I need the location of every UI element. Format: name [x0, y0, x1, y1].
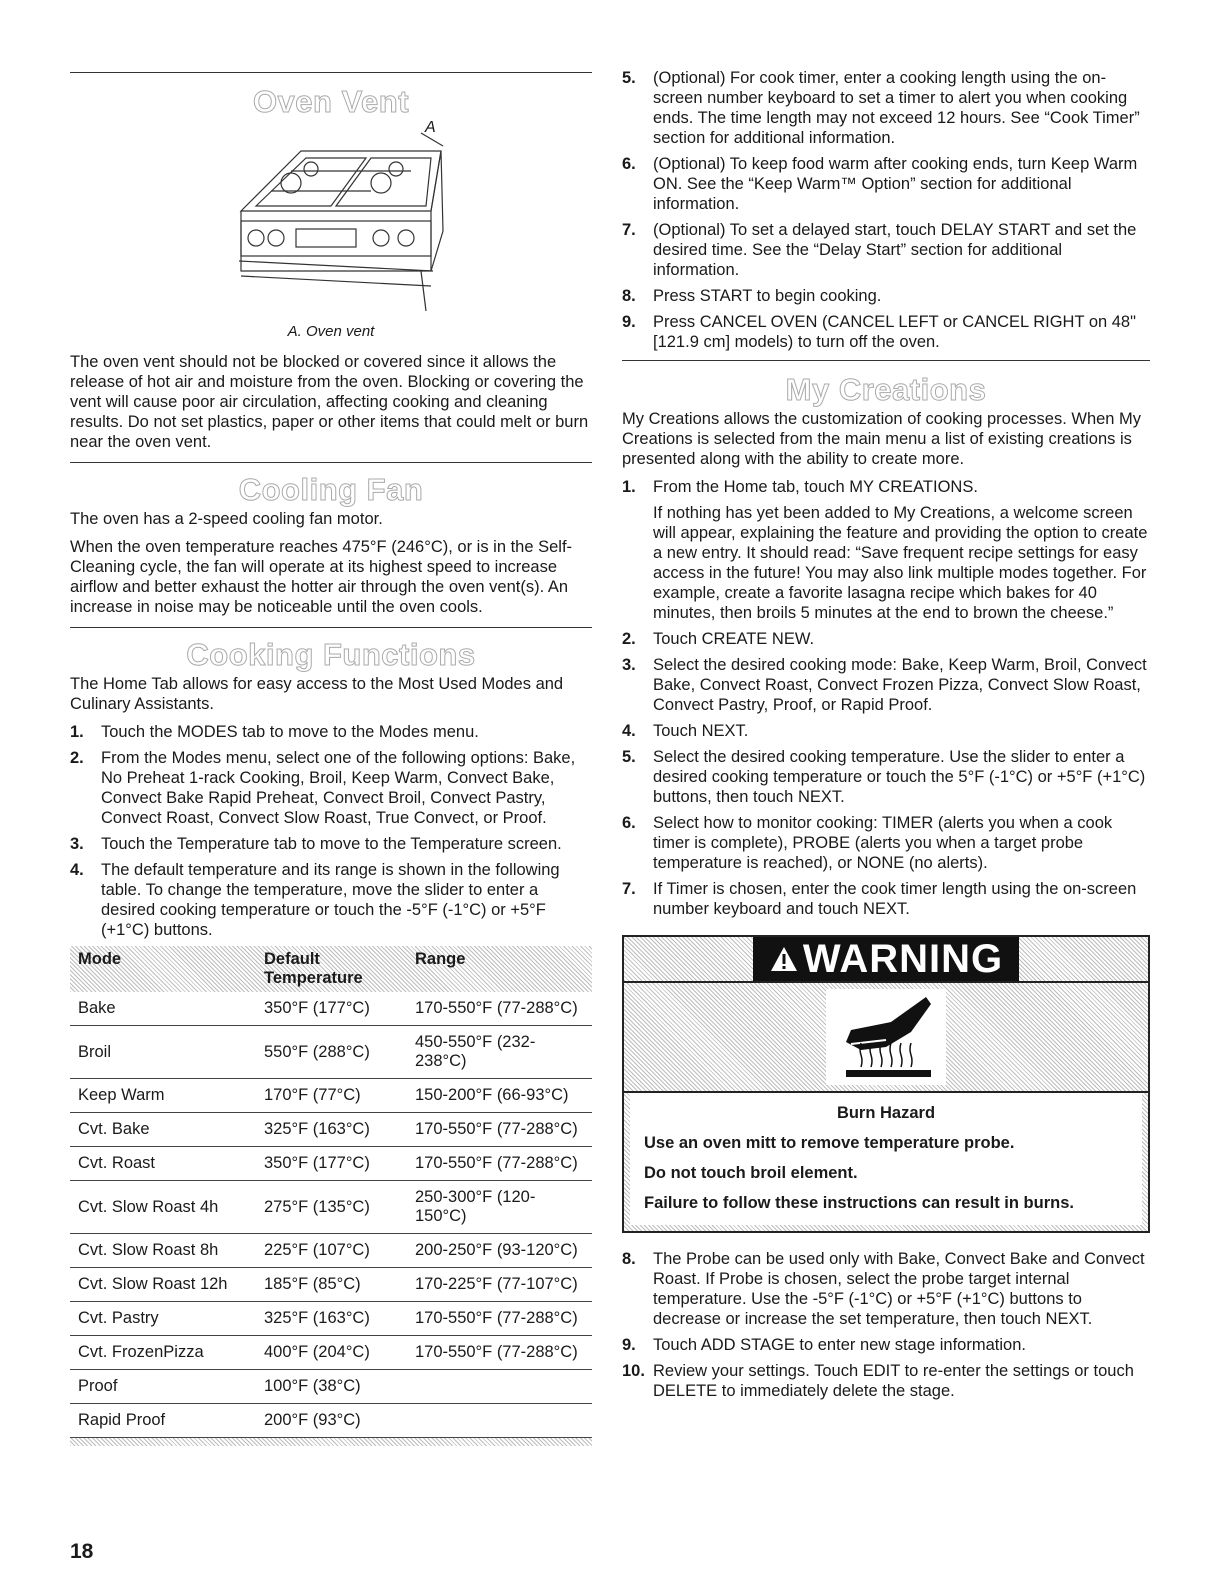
- mode-cell: Cvt. Slow Roast 8h: [70, 1234, 256, 1268]
- table-row: [70, 1026, 592, 1079]
- step-number: 7.: [622, 221, 636, 239]
- step-text: If Timer is chosen, enter the cook timer length using the on-screen number keyboard and touch NEXT.: [653, 880, 1137, 918]
- list-item: [622, 68, 1150, 148]
- warning-line: Do not touch broil element.: [644, 1164, 858, 1182]
- step-text: Press START to begin cooking.: [653, 287, 882, 305]
- my-creations-steps: [622, 477, 1150, 919]
- warning-triangle-icon: [769, 945, 799, 973]
- list-item: [622, 813, 1150, 873]
- default-temp-cell: 200°F (93°C): [256, 1404, 407, 1438]
- oven-vent-body: The oven vent should not be blocked or covered since it allows the release of hot air and moisture from the oven. Blocking or covering the vent will cause poor air circulation, affecting cooking and cleaning results. Do not set plastics, paper or other items that could melt or burn near the oven vent.: [70, 353, 589, 451]
- step-text: The Probe can be used only with Bake, Convect Bake and Convect Roast. If Probe is chosen, select the probe target internal temperature. Use the -5°F (-1°C) or +5°F (+1°C) buttons to decrease or increase the set temperature, then touch NEXT.: [653, 1250, 1145, 1328]
- figure-caption: A. Oven vent: [287, 323, 375, 340]
- table-header-row: [70, 946, 592, 992]
- step-text: The default temperature and its range is shown in the following table. To change the temperature, move the slider to enter a desired cooking temperature or touch the -5°F (-1°C) or +5°F (+1°C) buttons.: [101, 861, 560, 939]
- step-number: 6.: [622, 814, 636, 832]
- step-text: (Optional) For cook timer, enter a cooking length using the on-screen number keyboard to set a timer to alert you when cooking ends. The time length may not exceed 12 hours. See “Cook Timer” section for additional information.: [653, 69, 1140, 147]
- step-text: From the Home tab, touch MY CREATIONS.: [653, 478, 978, 496]
- step-subtext: If nothing has yet been added to My Creations, a welcome screen will appear, explaining the feature and providing the option to create a new entry. It should read: “Save frequent recipe settings for easy access in the future! You may also link multiple modes together. For example, create a favorite lasagna recipe which bakes for 40 minutes, then broils 5 minutes at the end to brown the cheese.”: [653, 504, 1148, 622]
- list-item: [622, 655, 1150, 715]
- warning-image-area: [624, 983, 1148, 1093]
- cooking-functions-intro: The Home Tab allows for easy access to the Most Used Modes and Culinary Assistants.: [70, 675, 564, 713]
- range-cell: 450-550°F (232-238°C): [407, 1026, 592, 1079]
- list-item: [70, 860, 592, 940]
- step-number: 4.: [70, 861, 84, 879]
- step-number: 9.: [622, 1336, 636, 1354]
- step-number: 5.: [622, 748, 636, 766]
- table-footer-band: [70, 1438, 592, 1446]
- list-item: [622, 1335, 1150, 1355]
- mode-cell: Cvt. Pastry: [70, 1302, 256, 1336]
- hazard-title: Burn Hazard: [836, 1104, 936, 1122]
- range-illustration: [70, 121, 592, 321]
- table-row: [70, 1234, 592, 1268]
- step-number: 6.: [622, 155, 636, 173]
- step-text: (Optional) To set a delayed start, touch DELAY START and set the desired time. See the “Delay Start” section for additional information.: [653, 221, 1137, 279]
- section-rule: [70, 627, 592, 628]
- oven-vent-heading: Oven Vent: [252, 84, 410, 119]
- column-header-range: Range: [415, 950, 466, 968]
- left-column: [70, 0, 592, 1446]
- step-number: 8.: [622, 1250, 636, 1268]
- continued-steps: [622, 68, 1150, 352]
- default-temp-cell: 550°F (288°C): [256, 1026, 407, 1079]
- default-temp-cell: 225°F (107°C): [256, 1234, 407, 1268]
- table-row: [70, 1302, 592, 1336]
- step-number: 8.: [622, 287, 636, 305]
- range-cell: 250-300°F (120-150°C): [407, 1181, 592, 1234]
- step-text: Touch the MODES tab to move to the Modes menu.: [101, 723, 479, 741]
- page-number: 18: [70, 1540, 94, 1563]
- step-number: 9.: [622, 313, 636, 331]
- step-number: 2.: [70, 749, 84, 767]
- mode-cell: Rapid Proof: [70, 1404, 256, 1438]
- cooling-fan-heading: Cooling Fan: [238, 472, 424, 507]
- my-creations-steps-continued: [622, 1249, 1150, 1401]
- warning-header: [624, 937, 1148, 983]
- burn-hand-icon: [831, 992, 941, 1082]
- range-cell: 200-250°F (93-120°C): [407, 1234, 592, 1268]
- list-item: [622, 477, 1150, 623]
- right-column: [622, 0, 1150, 1407]
- step-number: 1.: [622, 478, 636, 496]
- cooling-fan-p2: When the oven temperature reaches 475°F (246°C), or is in the Self-Cleaning cycle, the fan will operate at its highest speed to increase airflow and better exhaust the hotter air through the oven vent(s). An increase in noise may be noticeable until the oven cools.: [70, 538, 573, 616]
- default-temp-cell: 350°F (177°C): [256, 992, 407, 1026]
- step-number: 5.: [622, 69, 636, 87]
- list-item: [622, 312, 1150, 352]
- list-item: [70, 834, 592, 854]
- step-number: 7.: [622, 880, 636, 898]
- step-text: Select the desired cooking mode: Bake, Keep Warm, Broil, Convect Bake, Convect Roast, Convect Frozen Pizza, Convect Slow Roast, Convect Pastry, Proof, or Rapid Proof.: [653, 656, 1147, 714]
- cooking-functions-heading: Cooking Functions: [186, 637, 476, 672]
- cooking-functions-steps: [70, 722, 592, 940]
- range-cell: 170-550°F (77-288°C): [407, 1113, 592, 1147]
- step-text: Touch NEXT.: [653, 722, 749, 740]
- default-temp-cell: 350°F (177°C): [256, 1147, 407, 1181]
- list-item: [622, 1361, 1150, 1401]
- hand-heat-figure: [826, 989, 946, 1085]
- step-text: Touch ADD STAGE to enter new stage information.: [653, 1336, 1026, 1354]
- table-row: [70, 1336, 592, 1370]
- section-rule: [622, 360, 1150, 361]
- range-cell: 170-225°F (77-107°C): [407, 1268, 592, 1302]
- step-number: 10.: [622, 1362, 645, 1380]
- step-text: Select how to monitor cooking: TIMER (alerts you when a cook timer is complete), PROBE (alerts you when a target probe temperature is reached), or NONE (no alerts).: [653, 814, 1113, 872]
- range-cell: 170-550°F (77-288°C): [407, 1147, 592, 1181]
- range-cell: [407, 1404, 592, 1438]
- warning-box: [622, 935, 1150, 1233]
- mode-cell: Cvt. FrozenPizza: [70, 1336, 256, 1370]
- table-row: [70, 992, 592, 1026]
- step-text: Select the desired cooking temperature. Use the slider to enter a desired cooking temperature or touch the 5°F (-1°C) or +5°F (+1°C) buttons, then touch NEXT.: [653, 748, 1146, 806]
- mode-cell: Broil: [70, 1026, 256, 1079]
- default-temp-cell: 400°F (204°C): [256, 1336, 407, 1370]
- mode-cell: Cvt. Slow Roast 12h: [70, 1268, 256, 1302]
- mode-cell: Cvt. Roast: [70, 1147, 256, 1181]
- range-cell: 170-550°F (77-288°C): [407, 1302, 592, 1336]
- list-item: [622, 286, 1150, 306]
- list-item: [622, 629, 1150, 649]
- range-cell: 150-200°F (66-93°C): [407, 1079, 592, 1113]
- section-rule: [70, 462, 592, 463]
- default-temp-cell: 170°F (77°C): [256, 1079, 407, 1113]
- my-creations-heading: My Creations: [785, 372, 987, 407]
- list-item: [70, 748, 592, 828]
- column-header-default: Default Temperature: [264, 950, 363, 987]
- range-cell: 170-550°F (77-288°C): [407, 992, 592, 1026]
- default-temp-cell: 325°F (163°C): [256, 1302, 407, 1336]
- step-text: Press CANCEL OVEN (CANCEL LEFT or CANCEL RIGHT on 48" [121.9 cm] models) to turn off the oven.: [653, 313, 1136, 351]
- step-text: (Optional) To keep food warm after cooking ends, turn Keep Warm ON. See the “Keep Warm™ Option” section for additional information.: [653, 155, 1138, 213]
- step-text: Touch the Temperature tab to move to the Temperature screen.: [101, 835, 562, 853]
- callout-label: A: [425, 119, 436, 136]
- mode-table: [70, 946, 592, 1438]
- range-drawing: [181, 121, 481, 321]
- step-number: 1.: [70, 723, 84, 741]
- warning-text: [630, 1093, 1142, 1225]
- step-number: 3.: [622, 656, 636, 674]
- list-item: [70, 722, 592, 742]
- table-row: [70, 1079, 592, 1113]
- mode-cell: Keep Warm: [70, 1079, 256, 1113]
- column-header-mode: Mode: [78, 950, 122, 968]
- warning-title: WARNING: [802, 937, 1004, 981]
- step-text: Touch CREATE NEW.: [653, 630, 815, 648]
- cooling-fan-p1: The oven has a 2-speed cooling fan motor.: [70, 510, 383, 528]
- default-temp-cell: 100°F (38°C): [256, 1370, 407, 1404]
- list-item: [622, 154, 1150, 214]
- table-row: [70, 1404, 592, 1438]
- list-item: [622, 747, 1150, 807]
- mode-cell: Proof: [70, 1370, 256, 1404]
- table-row: [70, 1147, 592, 1181]
- table-row: [70, 1268, 592, 1302]
- list-item: [622, 721, 1150, 741]
- default-temp-cell: 275°F (135°C): [256, 1181, 407, 1234]
- warning-line: Use an oven mitt to remove temperature probe.: [644, 1134, 1015, 1152]
- default-temp-cell: 325°F (163°C): [256, 1113, 407, 1147]
- mode-cell: Cvt. Bake: [70, 1113, 256, 1147]
- table-row: [70, 1370, 592, 1404]
- table-row: [70, 1113, 592, 1147]
- list-item: [622, 879, 1150, 919]
- mode-table-body: [70, 992, 592, 1438]
- step-text: Review your settings. Touch EDIT to re-enter the settings or touch DELETE to immediately delete the stage.: [653, 1362, 1134, 1400]
- warning-title-banner: [753, 937, 1019, 981]
- step-number: 2.: [622, 630, 636, 648]
- table-row: [70, 1181, 592, 1234]
- section-rule: [70, 72, 592, 73]
- step-number: 3.: [70, 835, 84, 853]
- range-cell: 170-550°F (77-288°C): [407, 1336, 592, 1370]
- step-text: From the Modes menu, select one of the following options: Bake, No Preheat 1-rack Cooking, Broil, Keep Warm, Convect Bake, Convect Bake Rapid Preheat, Convect Broil, Convect Pastry, Convect Roast, Convect Slow Roast, True Convect, or Proof.: [101, 749, 576, 827]
- mode-cell: Bake: [70, 992, 256, 1026]
- mode-cell: Cvt. Slow Roast 4h: [70, 1181, 256, 1234]
- default-temp-cell: 185°F (85°C): [256, 1268, 407, 1302]
- list-item: [622, 220, 1150, 280]
- range-cell: [407, 1370, 592, 1404]
- my-creations-intro: My Creations allows the customization of cooking processes. When My Creations is selected from the main menu a list of existing creations is presented along with the ability to create more.: [622, 410, 1142, 468]
- step-number: 4.: [622, 722, 636, 740]
- list-item: [622, 1249, 1150, 1329]
- warning-line: Failure to follow these instructions can result in burns.: [644, 1194, 1074, 1212]
